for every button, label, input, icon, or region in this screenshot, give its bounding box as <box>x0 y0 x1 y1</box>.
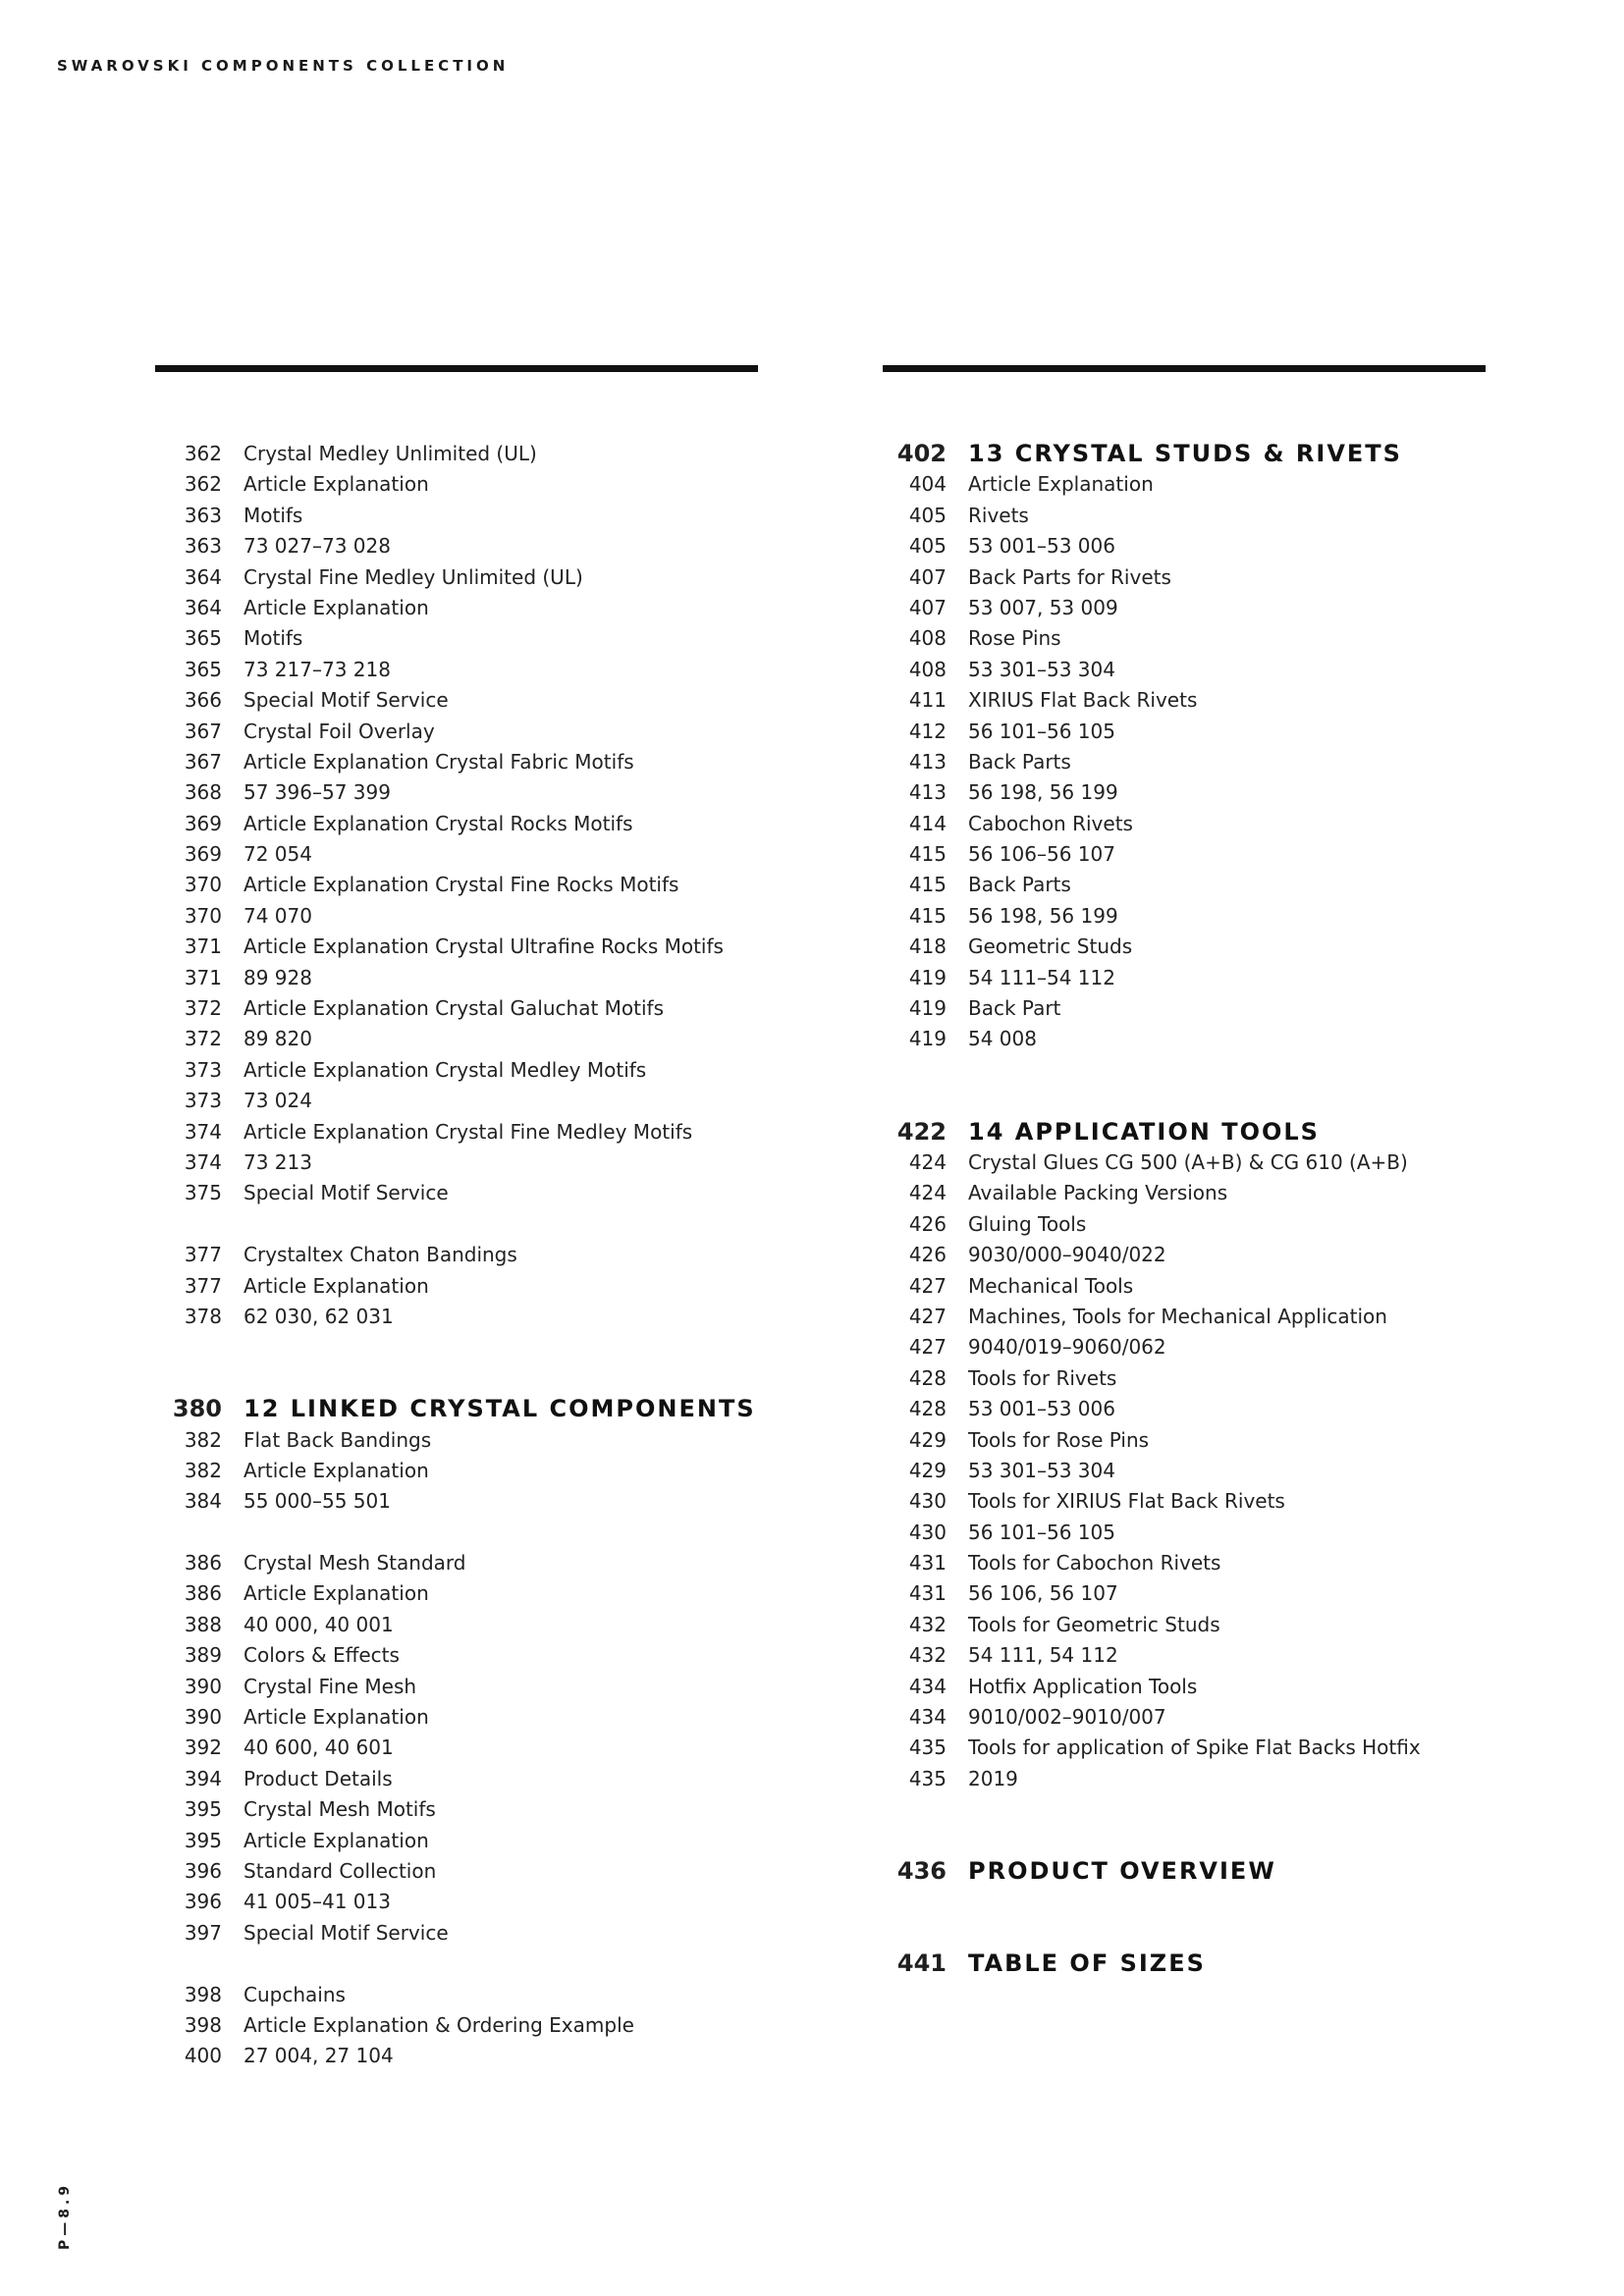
toc-page-number: 366 <box>184 688 222 713</box>
toc-entry[interactable] <box>882 1024 1421 1054</box>
toc-entry[interactable] <box>157 1918 756 1949</box>
toc-page-number: 408 <box>908 657 947 681</box>
toc-entry-title: 56 106, 56 107 <box>968 1581 1118 1606</box>
toc-entry[interactable] <box>157 1887 756 1917</box>
toc-entry[interactable] <box>882 717 1421 747</box>
toc-entry-title: 53 301–53 304 <box>968 1458 1115 1482</box>
toc-spacer <box>157 1949 756 1979</box>
toc-entry[interactable] <box>157 1548 756 1578</box>
toc-entry[interactable] <box>882 655 1421 685</box>
toc-entry-title: 54 008 <box>968 1027 1037 1051</box>
toc-entry-title: Tools for Rivets <box>968 1365 1117 1390</box>
toc-page-number: 389 <box>184 1643 222 1668</box>
toc-entry[interactable] <box>882 1332 1421 1362</box>
page-number: P—8.9 <box>57 2181 73 2250</box>
toc-entry[interactable] <box>157 932 756 962</box>
toc-entry-title: Crystal Mesh Motifs <box>244 1797 436 1822</box>
toc-entry-title: Hotfix Application Tools <box>968 1674 1198 1698</box>
toc-entry-title: 12 LINKED CRYSTAL COMPONENTS <box>244 1395 756 1423</box>
toc-entry[interactable] <box>157 1271 756 1302</box>
toc-entry-title: Special Motif Service <box>244 1920 449 1945</box>
left-column-rule <box>155 365 758 372</box>
toc-section-heading[interactable] <box>882 439 1421 469</box>
toc-spacer <box>882 1794 1421 1856</box>
toc-page-number: 428 <box>908 1397 947 1421</box>
toc-page-number: 427 <box>908 1335 947 1360</box>
toc-page-number: 380 <box>172 1395 222 1423</box>
toc-page-number: 390 <box>184 1705 222 1730</box>
toc-entry-title: Available Packing Versions <box>968 1181 1228 1205</box>
toc-entry[interactable] <box>157 531 756 561</box>
toc-entry[interactable] <box>882 1271 1421 1302</box>
toc-entry-title: Tools for Geometric Studs <box>968 1612 1220 1636</box>
toc-entry-title: Article Explanation Crystal Fine Medley Motifs <box>244 1119 693 1144</box>
toc-page-number: 367 <box>184 719 222 743</box>
toc-page-number: 371 <box>184 965 222 989</box>
toc-entry[interactable] <box>157 1610 756 1640</box>
toc-entry-title: Motifs <box>244 626 303 651</box>
toc-page-number: 362 <box>184 442 222 465</box>
toc-entry[interactable] <box>882 623 1421 654</box>
toc-page-number: 372 <box>184 1027 222 1051</box>
toc-entry-title: Article Explanation Crystal Fine Rocks Motifs <box>244 873 679 897</box>
toc-entry[interactable] <box>882 747 1421 777</box>
toc-entry-title: Article Explanation & Ordering Example <box>244 2012 634 2037</box>
toc-entry[interactable] <box>157 562 756 593</box>
toc-page-number: 378 <box>184 1304 222 1328</box>
toc-entry-title: Crystal Mesh Standard <box>244 1551 466 1575</box>
toc-page-number: 362 <box>184 472 222 497</box>
toc-page-number: 375 <box>184 1181 222 1205</box>
toc-page-number: 434 <box>908 1674 947 1698</box>
toc-page-number: 382 <box>184 1458 222 1482</box>
toc-page-number: 386 <box>184 1551 222 1575</box>
toc-page-number: 374 <box>184 1149 222 1174</box>
toc-entry[interactable] <box>157 2041 756 2071</box>
toc-entry-title: 73 213 <box>244 1149 312 1174</box>
toc-entry[interactable] <box>882 1209 1421 1240</box>
toc-page-number: 429 <box>908 1427 947 1452</box>
toc-entry[interactable] <box>157 1578 756 1609</box>
toc-page-number: 405 <box>908 503 947 527</box>
toc-entry[interactable] <box>157 1425 756 1456</box>
toc-page-number: 365 <box>184 626 222 651</box>
toc-entry-title: Article Explanation Crystal Rocks Motifs <box>244 811 633 835</box>
toc-entry-title: 73 217–73 218 <box>244 657 391 681</box>
toc-entry[interactable] <box>882 1425 1421 1456</box>
toc-page-number: 415 <box>908 873 947 897</box>
toc-entry-title: 56 198, 56 199 <box>968 780 1118 805</box>
toc-entry[interactable] <box>157 839 756 870</box>
toc-page-number: 368 <box>184 780 222 805</box>
toc-entry[interactable] <box>882 777 1421 808</box>
toc-entry[interactable] <box>882 932 1421 962</box>
toc-entry[interactable] <box>157 1148 756 1178</box>
toc-section-heading[interactable] <box>157 1394 756 1424</box>
toc-page-number: 395 <box>184 1828 222 1852</box>
toc-spacer <box>882 1887 1421 1949</box>
toc-entry[interactable] <box>157 993 756 1024</box>
toc-entry-title: XIRIUS Flat Back Rivets <box>968 688 1198 713</box>
toc-left-column <box>157 439 756 2072</box>
toc-entry-title: Tools for Rose Pins <box>968 1427 1150 1452</box>
toc-page-number: 411 <box>908 688 947 713</box>
toc-entry[interactable] <box>882 993 1421 1024</box>
toc-entry-title: 72 054 <box>244 842 312 867</box>
toc-spacer <box>882 1055 1421 1117</box>
toc-page-number: 426 <box>908 1243 947 1267</box>
toc-entry[interactable] <box>157 1178 756 1208</box>
toc-page-number: 413 <box>908 749 947 774</box>
toc-entry-title: 53 001–53 006 <box>968 534 1115 559</box>
toc-entry-title: 27 004, 27 104 <box>244 2044 394 2068</box>
toc-page-number: 432 <box>908 1643 947 1668</box>
toc-entry[interactable] <box>157 1240 756 1270</box>
toc-entry-title: 73 027–73 028 <box>244 534 391 559</box>
toc-page-number: 384 <box>184 1489 222 1514</box>
toc-entry-title: Back Parts <box>968 749 1071 774</box>
toc-entry-title: Flat Back Bandings <box>244 1427 432 1452</box>
toc-page-number: 396 <box>184 1858 222 1883</box>
toc-entry-title: Gluing Tools <box>968 1211 1087 1236</box>
toc-entry[interactable] <box>157 685 756 716</box>
toc-entry[interactable] <box>882 1518 1421 1548</box>
toc-page-number: 408 <box>908 626 947 651</box>
toc-entry[interactable] <box>157 2010 756 2041</box>
toc-entry-title: 56 198, 56 199 <box>968 903 1118 928</box>
toc-entry[interactable] <box>157 901 756 932</box>
toc-entry-title: 40 600, 40 601 <box>244 1735 394 1760</box>
toc-entry-title: Colors & Effects <box>244 1643 400 1668</box>
toc-entry[interactable] <box>157 1086 756 1116</box>
toc-page-number: 419 <box>908 996 947 1021</box>
toc-entry[interactable] <box>157 1702 756 1733</box>
toc-page-number: 407 <box>908 595 947 619</box>
toc-page-number: 369 <box>184 842 222 867</box>
toc-entry-title: Machines, Tools for Mechanical Application <box>968 1304 1387 1328</box>
toc-entry[interactable] <box>157 963 756 993</box>
toc-entry-title: Tools for Cabochon Rivets <box>968 1551 1221 1575</box>
toc-page-number: 412 <box>908 719 947 743</box>
toc-entry-title: Article Explanation <box>244 595 429 619</box>
toc-entry-title: Cupchains <box>244 1982 346 2006</box>
toc-entry-title: 89 928 <box>244 965 312 989</box>
toc-entry[interactable] <box>157 1024 756 1054</box>
toc-page-number: 404 <box>908 472 947 497</box>
toc-entry[interactable] <box>157 655 756 685</box>
toc-section-heading[interactable] <box>882 1856 1421 1887</box>
toc-page-number: 396 <box>184 1890 222 1914</box>
toc-page-number: 435 <box>908 1766 947 1790</box>
toc-page-number: 431 <box>908 1581 947 1606</box>
toc-entry-title: 54 111, 54 112 <box>968 1643 1118 1668</box>
toc-page-number: 402 <box>896 440 947 467</box>
right-column-rule <box>883 365 1486 372</box>
toc-page-number: 390 <box>184 1674 222 1698</box>
toc-page-number: 365 <box>184 657 222 681</box>
toc-page-number: 414 <box>908 811 947 835</box>
toc-entry-title: 41 005–41 013 <box>244 1890 391 1914</box>
toc-entry[interactable] <box>882 1764 1421 1794</box>
toc-section-heading[interactable] <box>882 1117 1421 1148</box>
toc-page-number: 371 <box>184 934 222 959</box>
toc-page-number: 367 <box>184 749 222 774</box>
toc-entry[interactable] <box>882 1486 1421 1517</box>
toc-page-number: 435 <box>908 1735 947 1760</box>
toc-page-number: 432 <box>908 1612 947 1636</box>
toc-page-number: 363 <box>184 503 222 527</box>
toc-entry[interactable] <box>157 623 756 654</box>
toc-page-number: 370 <box>184 903 222 928</box>
toc-entry[interactable] <box>882 1363 1421 1394</box>
toc-entry[interactable] <box>157 1764 756 1794</box>
toc-page-number: 422 <box>896 1117 947 1146</box>
toc-page-number: 386 <box>184 1581 222 1606</box>
toc-entry[interactable] <box>157 747 756 777</box>
toc-entry-title: Article Explanation Crystal Medley Motifs <box>244 1057 647 1082</box>
toc-entry-title: Article Explanation <box>244 1458 429 1482</box>
toc-entry-title: 9010/002–9010/007 <box>968 1705 1166 1730</box>
toc-entry-title: 56 101–56 105 <box>968 719 1115 743</box>
toc-page-number: 395 <box>184 1797 222 1822</box>
toc-entry[interactable] <box>157 1856 756 1887</box>
toc-entry-title: Tools for application of Spike Flat Backs Hotfix <box>968 1735 1421 1760</box>
toc-entry-title: Back Part <box>968 996 1061 1021</box>
toc-page-number: 413 <box>908 780 947 805</box>
toc-entry-title: 89 820 <box>244 1027 312 1051</box>
toc-entry-title: 40 000, 40 001 <box>244 1612 394 1636</box>
toc-page-number: 419 <box>908 1027 947 1051</box>
toc-entry[interactable] <box>157 870 756 900</box>
toc-entry-title: Article Explanation <box>244 1828 429 1852</box>
toc-entry[interactable] <box>882 1672 1421 1702</box>
toc-entry[interactable] <box>882 1302 1421 1332</box>
toc-entry-title: Standard Collection <box>244 1858 437 1883</box>
toc-entry-title: 74 070 <box>244 903 312 928</box>
toc-page-number: 394 <box>184 1766 222 1790</box>
toc-entry[interactable] <box>882 1548 1421 1578</box>
toc-page-number: 430 <box>908 1489 947 1514</box>
toc-entry[interactable] <box>882 593 1421 623</box>
toc-entry[interactable] <box>157 809 756 839</box>
toc-entry-title: 62 030, 62 031 <box>244 1304 394 1328</box>
toc-entry[interactable] <box>882 963 1421 993</box>
toc-entry[interactable] <box>157 1117 756 1148</box>
toc-entry-title: 9040/019–9060/062 <box>968 1335 1166 1360</box>
toc-page-number: 431 <box>908 1551 947 1575</box>
toc-entry-title: Back Parts for Rivets <box>968 564 1171 589</box>
toc-entry-title: 56 106–56 107 <box>968 842 1115 867</box>
toc-entry-title: PRODUCT OVERVIEW <box>968 1857 1276 1885</box>
toc-entry[interactable] <box>157 1486 756 1517</box>
toc-entry-title: TABLE OF SIZES <box>968 1949 1206 1978</box>
toc-entry-title: 53 007, 53 009 <box>968 595 1118 619</box>
toc-page-number: 364 <box>184 564 222 589</box>
toc-entry-title: 57 396–57 399 <box>244 780 391 805</box>
toc-entry[interactable] <box>882 562 1421 593</box>
toc-entry-title: Geometric Studs <box>968 934 1133 959</box>
toc-page-number: 430 <box>908 1520 947 1544</box>
toc-page-number: 407 <box>908 564 947 589</box>
toc-page-number: 424 <box>908 1150 947 1174</box>
toc-page-number: 388 <box>184 1612 222 1636</box>
toc-entry[interactable] <box>157 439 756 469</box>
toc-page-number: 436 <box>896 1857 947 1885</box>
toc-page-number: 400 <box>184 2044 222 2068</box>
toc-entry-title: Crystal Glues CG 500 (A+B) & CG 610 (A+B) <box>968 1150 1408 1174</box>
toc-spacer <box>157 1209 756 1240</box>
toc-page-number: 372 <box>184 996 222 1021</box>
toc-spacer <box>157 1518 756 1548</box>
toc-entry[interactable] <box>157 1672 756 1702</box>
toc-page-number: 419 <box>908 965 947 989</box>
toc-page-number: 434 <box>908 1705 947 1730</box>
toc-page-number: 373 <box>184 1057 222 1082</box>
toc-page-number: 373 <box>184 1089 222 1113</box>
toc-entry-title: Article Explanation Crystal Galuchat Motifs <box>244 996 665 1021</box>
toc-entry[interactable] <box>157 1794 756 1825</box>
toc-entry[interactable] <box>882 870 1421 900</box>
toc-page-number: 363 <box>184 534 222 559</box>
toc-entry-title: Crystal Fine Medley Unlimited (UL) <box>244 564 583 589</box>
toc-entry[interactable] <box>157 1980 756 2010</box>
toc-entry[interactable] <box>882 1702 1421 1733</box>
toc-entry-title: 13 CRYSTAL STUDS & RIVETS <box>968 440 1402 467</box>
toc-page-number: 427 <box>908 1304 947 1328</box>
toc-entry[interactable] <box>882 901 1421 932</box>
toc-entry-title: 54 111–54 112 <box>968 965 1115 989</box>
toc-entry-title: Rose Pins <box>968 626 1061 651</box>
toc-entry[interactable] <box>157 1733 756 1763</box>
toc-entry[interactable] <box>882 1148 1421 1178</box>
toc-entry-title: Mechanical Tools <box>968 1273 1134 1298</box>
toc-entry[interactable] <box>157 501 756 531</box>
toc-page-number: 398 <box>184 2012 222 2037</box>
toc-entry-title: 9030/000–9040/022 <box>968 1243 1166 1267</box>
toc-entry[interactable] <box>157 1302 756 1332</box>
toc-entry[interactable] <box>157 593 756 623</box>
toc-entry-title: Crystal Fine Mesh <box>244 1674 417 1698</box>
toc-entry-title: Cabochon Rivets <box>968 811 1133 835</box>
toc-section-heading[interactable] <box>882 1949 1421 1979</box>
toc-entry[interactable] <box>882 809 1421 839</box>
toc-page-number: 364 <box>184 595 222 619</box>
document-header: SWAROVSKI COMPONENTS COLLECTION <box>57 57 510 75</box>
toc-page-number: 429 <box>908 1458 947 1482</box>
toc-entry-title: 53 001–53 006 <box>968 1397 1115 1421</box>
toc-page-number: 369 <box>184 811 222 835</box>
toc-entry-title: Product Details <box>244 1766 393 1790</box>
toc-page-number: 418 <box>908 934 947 959</box>
toc-entry[interactable] <box>882 501 1421 531</box>
toc-entry[interactable] <box>882 1640 1421 1671</box>
toc-entry-title: Article Explanation <box>244 472 429 497</box>
toc-page-number: 370 <box>184 873 222 897</box>
toc-page-number: 424 <box>908 1181 947 1205</box>
toc-page-number: 398 <box>184 1982 222 2006</box>
toc-entry[interactable] <box>157 469 756 500</box>
toc-entry-title: Rivets <box>968 503 1029 527</box>
toc-entry[interactable] <box>157 1640 756 1671</box>
toc-entry[interactable] <box>882 1610 1421 1640</box>
toc-entry-title: Crystaltex Chaton Bandings <box>244 1243 517 1267</box>
toc-entry-title: Back Parts <box>968 873 1071 897</box>
toc-entry[interactable] <box>882 531 1421 561</box>
toc-entry-title: Tools for XIRIUS Flat Back Rivets <box>968 1489 1285 1514</box>
toc-entry[interactable] <box>882 1578 1421 1609</box>
toc-entry-title: 2019 <box>968 1766 1018 1790</box>
toc-page-number: 415 <box>908 842 947 867</box>
toc-page-number: 441 <box>896 1949 947 1978</box>
toc-page-number: 374 <box>184 1119 222 1144</box>
toc-entry-title: 14 APPLICATION TOOLS <box>968 1117 1320 1146</box>
toc-entry-title: Motifs <box>244 503 303 527</box>
toc-entry[interactable] <box>157 777 756 808</box>
toc-entry[interactable] <box>157 1055 756 1086</box>
toc-page-number: 428 <box>908 1365 947 1390</box>
toc-entry[interactable] <box>882 685 1421 716</box>
toc-page-number: 426 <box>908 1211 947 1236</box>
toc-entry[interactable] <box>882 1733 1421 1763</box>
toc-entry-title: Article Explanation Crystal Fabric Motifs <box>244 749 634 774</box>
toc-entry-title: Article Explanation <box>968 472 1154 497</box>
toc-entry[interactable] <box>882 1456 1421 1486</box>
toc-entry-title: Article Explanation <box>244 1273 429 1298</box>
toc-entry-title: 53 301–53 304 <box>968 657 1115 681</box>
toc-entry-title: Article Explanation Crystal Ultrafine Rocks Motifs <box>244 934 724 959</box>
toc-page-number: 405 <box>908 534 947 559</box>
toc-page-number: 415 <box>908 903 947 928</box>
toc-entry-title: 56 101–56 105 <box>968 1520 1115 1544</box>
toc-entry[interactable] <box>882 839 1421 870</box>
toc-spacer <box>157 1332 756 1394</box>
toc-entry[interactable] <box>157 717 756 747</box>
toc-right-column <box>882 439 1421 1980</box>
toc-entry[interactable] <box>882 1240 1421 1270</box>
toc-entry-title: 73 024 <box>244 1089 312 1113</box>
toc-page-number: 392 <box>184 1735 222 1760</box>
toc-entry[interactable] <box>882 469 1421 500</box>
toc-entry-title: Crystal Medley Unlimited (UL) <box>244 442 537 465</box>
toc-entry[interactable] <box>157 1826 756 1856</box>
toc-page-number: 382 <box>184 1427 222 1452</box>
toc-page-number: 377 <box>184 1273 222 1298</box>
toc-entry-title: Crystal Foil Overlay <box>244 719 435 743</box>
toc-entry-title: Special Motif Service <box>244 1181 449 1205</box>
toc-page-number: 427 <box>908 1273 947 1298</box>
toc-page-number: 377 <box>184 1243 222 1267</box>
toc-entry[interactable] <box>882 1394 1421 1424</box>
toc-page-number: 397 <box>184 1920 222 1945</box>
toc-entry-title: Article Explanation <box>244 1705 429 1730</box>
toc-entry-title: Special Motif Service <box>244 688 449 713</box>
toc-entry[interactable] <box>882 1178 1421 1208</box>
toc-entry-title: 55 000–55 501 <box>244 1489 391 1514</box>
toc-entry[interactable] <box>157 1456 756 1486</box>
toc-entry-title: Article Explanation <box>244 1581 429 1606</box>
